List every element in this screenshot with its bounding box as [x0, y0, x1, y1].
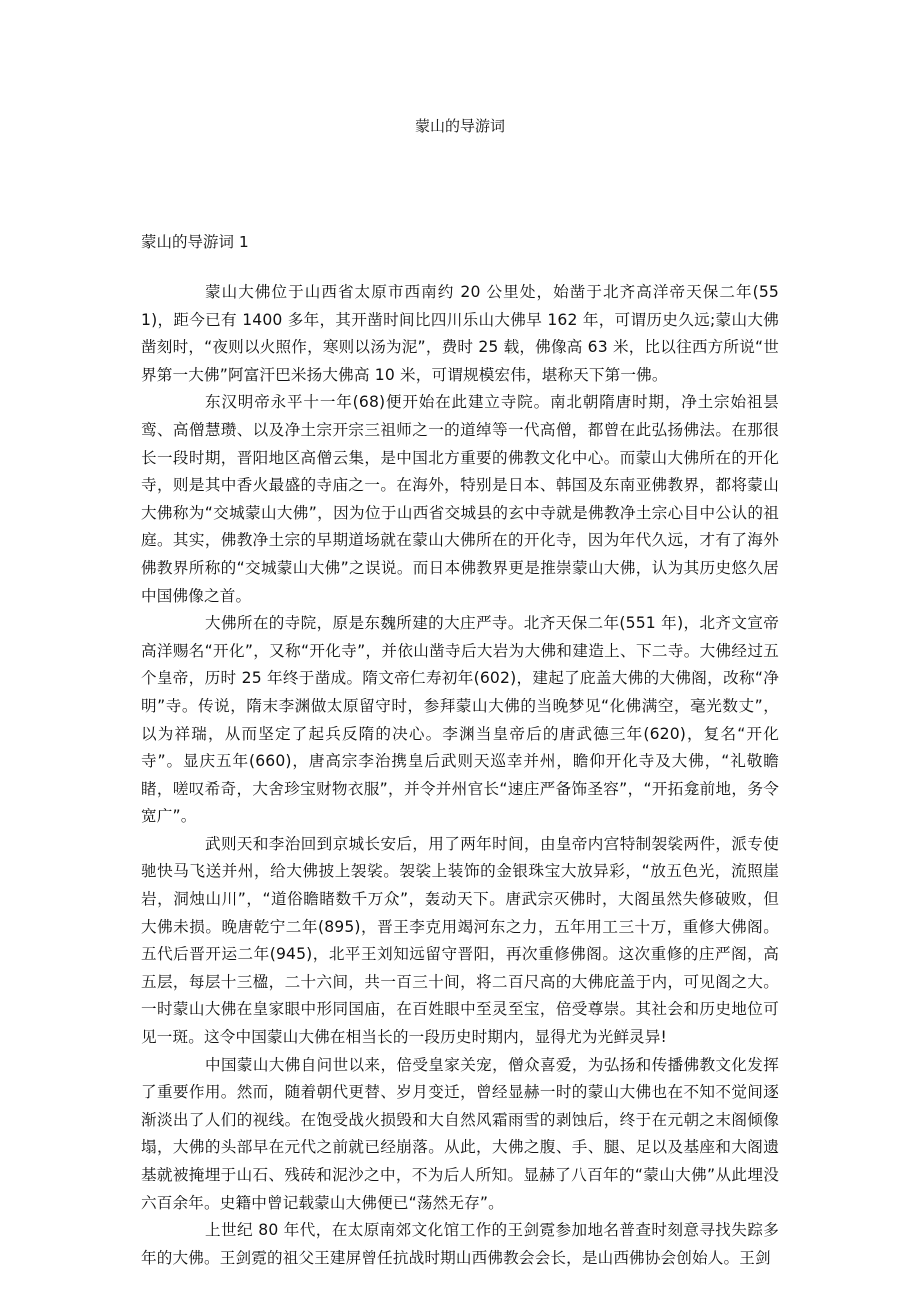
section-heading: 蒙山的导游词 1 — [141, 233, 249, 251]
paragraph: 蒙山大佛位于山西省太原市西南约 20 公里处，始凿于北齐高洋帝天保二年(551)，距今已有 1400 多年，其开凿时间比四川乐山大佛早 162 年，可谓历史久远;蒙山大佛凿刻时，“夜则以火照作，寒则以汤为泥”，费时 25 载，佛像高 63 米，比以往西方所说“世界第一大佛”阿富汗巴米扬大佛高 10 米，可谓规模宏伟，堪称天下第一佛。 — [141, 283, 779, 384]
paragraph: 上世纪 80 年代，在太原南郊文化馆工作的王剑霓参加地名普查时刻意寻找失踪多年的大佛。王剑霓的祖父王建屏曾任抗战时期山西佛教会会长，是山西佛协会创始人。王剑 — [141, 1221, 779, 1267]
paragraph: 中国蒙山大佛自问世以来，倍受皇家关宠，僧众喜爱，为弘扬和传播佛教文化发挥了重要作用。然而，随着朝代更替、岁月变迁，曾经显赫一时的蒙山大佛也在不知不觉间逐渐淡出了人们的视线。在饱受战火损毁和大自然风霜雨雪的剥蚀后，终于在元朝之末阁倾像塌，大佛的头部早在元代之前就已经崩落。从此，大佛之腹、手、腿、足以及基座和大阁遗基就被掩埋于山石、残砖和泥沙之中，不为后人所知。显赫了八百年的“蒙山大佛”从此埋没六百余年。史籍中曾记载蒙山大佛便已“荡然无存”。 — [141, 1055, 779, 1212]
paragraph: 武则天和李治回到京城长安后，用了两年时间，由皇帝内宫特制袈裟两件，派专使驰快马飞送并州，给大佛披上袈裟。袈裟上装饰的金银珠宝大放异彩，“放五色光，流照崖岩，洞烛山川”，“道俗瞻睹数千万众”，轰动天下。唐武宗灭佛时，大阁虽然失修破败，但大佛未损。晚唐乾宁二年(895)，晋王李克用竭河东之力，五年用工三十万，重修大佛阁。五代后晋开运二年(945)，北平王刘知远留守晋阳，再次重修佛阁。这次重修的庄严阁，高五层，每层十三楹，二十六间，共一百三十间，将二百尺高的大佛庇盖于内，可见阁之大。一时蒙山大佛在皇家眼中形同国庙，在百姓眼中至灵至宝，倍受尊崇。其社会和历史地位可见一斑。这令中国蒙山大佛在相当长的一段历史时期内，显得尤为光鲜灵异! — [141, 834, 779, 1047]
body-text — [141, 279, 779, 1272]
paragraph: 大佛所在的寺院，原是东魏所建的大庄严寺。北齐天保二年(551 年)，北齐文宣帝高洋赐名“开化”，又称“开化寺”，并依山凿寺后大岩为大佛和建造上、下二寺。大佛经过五个皇帝，历时 25 年终于凿成。隋文帝仁寿初年(602)，建起了庇盖大佛的大佛阁，改称“净明”寺。传说，隋末李渊做太原留守时，参拜蒙山大佛的当晚梦见“化佛满空，毫光数丈”，以为祥瑞，从而坚定了起兵反隋的决心。李渊当皇帝后的唐武德三年(620)，复名“开化寺”。显庆五年(660)，唐高宗李治携皇后武则天巡幸并州，瞻仰开化寺及大佛，“礼敬瞻睹，嗟叹希奇，大舍珍宝财物衣服”，并令并州官长“速庄严备饰圣容”，“开拓龛前地，务令宽广”。 — [141, 614, 779, 826]
paragraph: 东汉明帝永平十一年(68)便开始在此建立寺院。南北朝隋唐时期，净土宗始祖昙鸾、高僧慧瓒、以及净土宗开宗三祖师之一的道绰等一代高僧，都曾在此弘扬佛法。在那很长一段时期，晋阳地区高僧云集，是中国北方重要的佛教文化中心。而蒙山大佛所在的开化寺，则是其中香火最盛的寺庙之一。在海外，特别是日本、韩国及东南亚佛教界，都将蒙山大佛称为“交城蒙山大佛”，因为位于山西省交城县的玄中寺就是佛教净土宗心目中公认的祖庭。其实，佛教净土宗的早期道场就在蒙山大佛所在的开化寺，因为年代久远，才有了海外佛教界所称的“交城蒙山大佛”之误说。而日本佛教界更是推崇蒙山大佛，认为其历史悠久居中国佛像之首。 — [141, 393, 779, 605]
document-title: 蒙山的导游词 — [414, 117, 505, 135]
